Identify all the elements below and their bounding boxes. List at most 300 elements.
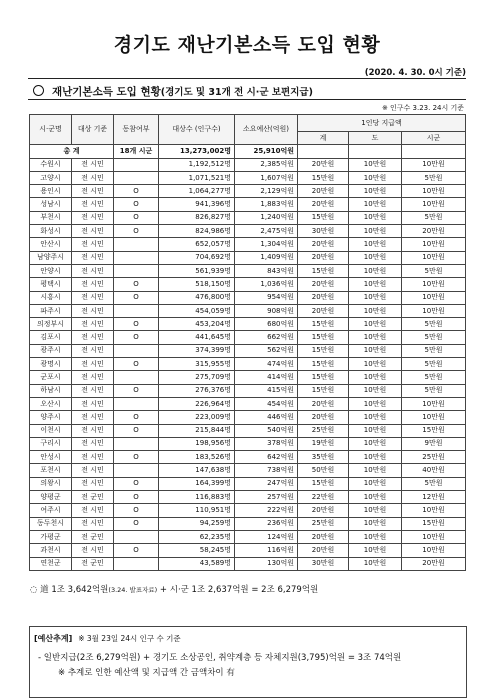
simultaneous-cell bbox=[114, 464, 159, 477]
col-header-population: 대상수 (인구수) bbox=[159, 115, 235, 145]
per-person-total-cell: 15만원 bbox=[298, 211, 349, 224]
population-cell: 226,964명 bbox=[159, 397, 235, 410]
summary-prefix: ◌ 道 1조 3,642억원 bbox=[30, 585, 109, 595]
table-row bbox=[30, 464, 466, 477]
simultaneous-cell: O bbox=[114, 291, 159, 304]
city-county-cell: 25만원 bbox=[402, 451, 466, 464]
simultaneous-cell bbox=[114, 397, 159, 410]
province-cell: 10만원 bbox=[349, 517, 402, 530]
divider-line bbox=[28, 78, 466, 79]
city-county-cell: 5만원 bbox=[402, 344, 466, 357]
table-row bbox=[30, 451, 466, 464]
simultaneous-cell: O bbox=[114, 318, 159, 331]
city-cell: 성남시 bbox=[30, 198, 72, 211]
province-cell: 10만원 bbox=[349, 304, 402, 317]
table-row bbox=[30, 225, 466, 238]
budget-cell: 124억원 bbox=[235, 530, 298, 543]
target-cell: 전 시민 bbox=[72, 437, 114, 450]
population-cell: 110,951명 bbox=[159, 504, 235, 517]
table-row bbox=[30, 198, 466, 211]
reference-date: (2020. 4. 30. 0시 기준) bbox=[364, 68, 466, 78]
per-person-total-cell: 15만원 bbox=[298, 477, 349, 490]
simultaneous-cell bbox=[114, 158, 159, 171]
col-header-budget: 소요예산(억원) bbox=[235, 115, 298, 145]
per-person-total-cell: 15만원 bbox=[298, 344, 349, 357]
city-cell: 이천시 bbox=[30, 424, 72, 437]
city-cell: 안양시 bbox=[30, 264, 72, 277]
target-cell: 전 시민 bbox=[72, 371, 114, 384]
total-empty-cell bbox=[402, 145, 466, 158]
province-cell: 10만원 bbox=[349, 451, 402, 464]
city-county-cell: 10만원 bbox=[402, 397, 466, 410]
table-row bbox=[30, 185, 466, 198]
section-heading bbox=[33, 84, 313, 99]
table-row bbox=[30, 318, 466, 331]
per-person-total-cell: 30만원 bbox=[298, 557, 349, 570]
simultaneous-cell: O bbox=[114, 477, 159, 490]
budget-cell: 1,883억원 bbox=[235, 198, 298, 211]
population-cell: 518,150명 bbox=[159, 278, 235, 291]
total-budget: 25,910억원 bbox=[235, 145, 298, 158]
city-cell: 시흥시 bbox=[30, 291, 72, 304]
city-cell: 가평군 bbox=[30, 530, 72, 543]
budget-cell: 2,385억원 bbox=[235, 158, 298, 171]
population-cell: 315,955명 bbox=[159, 358, 235, 371]
simultaneous-cell bbox=[114, 530, 159, 543]
population-cell: 826,827명 bbox=[159, 211, 235, 224]
per-person-total-cell: 15만원 bbox=[298, 331, 349, 344]
province-cell: 10만원 bbox=[349, 291, 402, 304]
city-cell: 고양시 bbox=[30, 171, 72, 184]
province-cell: 10만원 bbox=[349, 264, 402, 277]
simultaneous-cell: O bbox=[114, 185, 159, 198]
table-row bbox=[30, 371, 466, 384]
per-person-total-cell: 15만원 bbox=[298, 384, 349, 397]
population-cell: 223,009명 bbox=[159, 411, 235, 424]
budget-cell: 247억원 bbox=[235, 477, 298, 490]
population-cell: 275,709명 bbox=[159, 371, 235, 384]
population-cell: 1,192,512명 bbox=[159, 158, 235, 171]
col-header-target: 대상 기준 bbox=[72, 115, 114, 145]
target-cell: 전 시민 bbox=[72, 198, 114, 211]
col-header-total: 계 bbox=[298, 132, 349, 145]
simultaneous-cell: O bbox=[114, 424, 159, 437]
city-county-cell: 10만원 bbox=[402, 278, 466, 291]
per-person-total-cell: 25만원 bbox=[298, 517, 349, 530]
population-cell: 94,259명 bbox=[159, 517, 235, 530]
simultaneous-cell: O bbox=[114, 491, 159, 504]
city-cell: 안성시 bbox=[30, 451, 72, 464]
population-cell: 652,057명 bbox=[159, 238, 235, 251]
per-person-total-cell: 15만원 bbox=[298, 318, 349, 331]
population-cell: 561,939명 bbox=[159, 264, 235, 277]
population-cell: 183,526명 bbox=[159, 451, 235, 464]
simultaneous-cell bbox=[114, 264, 159, 277]
target-cell: 전 시민 bbox=[72, 251, 114, 264]
target-cell: 전 시민 bbox=[72, 291, 114, 304]
province-cell: 10만원 bbox=[349, 371, 402, 384]
simultaneous-cell: O bbox=[114, 411, 159, 424]
total-empty-cell bbox=[349, 145, 402, 158]
per-person-total-cell: 15만원 bbox=[298, 358, 349, 371]
city-cell: 김포시 bbox=[30, 331, 72, 344]
population-cell: 198,956명 bbox=[159, 437, 235, 450]
city-county-cell: 15만원 bbox=[402, 517, 466, 530]
city-cell: 광주시 bbox=[30, 344, 72, 357]
budget-estimate-label: [예산추계] bbox=[34, 634, 73, 643]
table-row bbox=[30, 238, 466, 251]
simultaneous-cell bbox=[114, 344, 159, 357]
province-cell: 10만원 bbox=[349, 238, 402, 251]
table-row bbox=[30, 251, 466, 264]
simultaneous-cell bbox=[114, 238, 159, 251]
divider-line bbox=[28, 99, 466, 100]
province-cell: 10만원 bbox=[349, 397, 402, 410]
city-county-cell: 5만원 bbox=[402, 384, 466, 397]
budget-cell: 680억원 bbox=[235, 318, 298, 331]
per-person-total-cell: 15만원 bbox=[298, 171, 349, 184]
population-cell: 454,059명 bbox=[159, 304, 235, 317]
col-header-simultaneous: 동참여부 bbox=[114, 115, 159, 145]
city-cell: 의정부시 bbox=[30, 318, 72, 331]
city-county-cell: 9만원 bbox=[402, 437, 466, 450]
per-person-total-cell: 50만원 bbox=[298, 464, 349, 477]
budget-estimate-footnote: ※ 추계로 인한 예산액 및 지급액 간 금액차이 有 bbox=[58, 668, 235, 678]
target-cell: 전 시민 bbox=[72, 278, 114, 291]
province-cell: 10만원 bbox=[349, 530, 402, 543]
population-reference-note: ※ 인구수 3.23. 24시 기준 bbox=[381, 104, 464, 112]
target-cell: 전 시민 bbox=[72, 225, 114, 238]
simultaneous-cell: O bbox=[114, 517, 159, 530]
population-cell: 164,399명 bbox=[159, 477, 235, 490]
per-person-total-cell: 20만원 bbox=[298, 411, 349, 424]
simultaneous-cell: O bbox=[114, 384, 159, 397]
per-person-total-cell: 20만원 bbox=[298, 504, 349, 517]
table-row bbox=[30, 171, 466, 184]
province-cell: 10만원 bbox=[349, 544, 402, 557]
target-cell: 전 군민 bbox=[72, 491, 114, 504]
per-person-total-cell: 20만원 bbox=[298, 304, 349, 317]
city-county-cell: 5만원 bbox=[402, 211, 466, 224]
simultaneous-cell: O bbox=[114, 331, 159, 344]
budget-cell: 843억원 bbox=[235, 264, 298, 277]
city-county-cell: 10만원 bbox=[402, 158, 466, 171]
simultaneous-cell: O bbox=[114, 278, 159, 291]
province-cell: 10만원 bbox=[349, 411, 402, 424]
city-cell: 동두천시 bbox=[30, 517, 72, 530]
table-row bbox=[30, 291, 466, 304]
target-cell: 전 시민 bbox=[72, 424, 114, 437]
budget-cell: 236억원 bbox=[235, 517, 298, 530]
province-cell: 10만원 bbox=[349, 424, 402, 437]
simultaneous-cell: O bbox=[114, 358, 159, 371]
simultaneous-cell bbox=[114, 251, 159, 264]
target-cell: 전 시민 bbox=[72, 504, 114, 517]
target-cell: 전 시민 bbox=[72, 264, 114, 277]
province-cell: 10만원 bbox=[349, 384, 402, 397]
city-county-cell: 15만원 bbox=[402, 424, 466, 437]
province-cell: 10만원 bbox=[349, 318, 402, 331]
city-county-cell: 20만원 bbox=[402, 225, 466, 238]
city-county-cell: 5만원 bbox=[402, 331, 466, 344]
table-row bbox=[30, 424, 466, 437]
per-person-total-cell: 35만원 bbox=[298, 451, 349, 464]
budget-cell: 642억원 bbox=[235, 451, 298, 464]
simultaneous-cell: O bbox=[114, 198, 159, 211]
total-population: 13,273,002명 bbox=[159, 145, 235, 158]
budget-cell: 1,607억원 bbox=[235, 171, 298, 184]
summary-rest: + 시·군 1조 2,637억원 = 2조 6,279억원 bbox=[159, 585, 319, 595]
city-cell: 파주시 bbox=[30, 304, 72, 317]
budget-cell: 562억원 bbox=[235, 344, 298, 357]
city-cell: 연천군 bbox=[30, 557, 72, 570]
city-cell: 양주시 bbox=[30, 411, 72, 424]
city-cell: 남양주시 bbox=[30, 251, 72, 264]
province-cell: 10만원 bbox=[349, 557, 402, 570]
per-person-total-cell: 20만원 bbox=[298, 544, 349, 557]
population-cell: 374,399명 bbox=[159, 344, 235, 357]
province-cell: 10만원 bbox=[349, 185, 402, 198]
province-cell: 10만원 bbox=[349, 344, 402, 357]
budget-cell: 540억원 bbox=[235, 424, 298, 437]
city-cell: 과천시 bbox=[30, 544, 72, 557]
population-cell: 276,376명 bbox=[159, 384, 235, 397]
table-row bbox=[30, 264, 466, 277]
per-person-total-cell: 20만원 bbox=[298, 198, 349, 211]
budget-cell: 446억원 bbox=[235, 411, 298, 424]
population-cell: 453,204명 bbox=[159, 318, 235, 331]
per-person-total-cell: 22만원 bbox=[298, 491, 349, 504]
col-header-per-person: 1인당 지급액 bbox=[298, 115, 466, 132]
city-cell: 구리시 bbox=[30, 437, 72, 450]
per-person-total-cell: 15만원 bbox=[298, 371, 349, 384]
simultaneous-cell: O bbox=[114, 504, 159, 517]
city-county-cell: 5만원 bbox=[402, 171, 466, 184]
population-cell: 941,396명 bbox=[159, 198, 235, 211]
population-cell: 1,064,277명 bbox=[159, 185, 235, 198]
target-cell: 전 군민 bbox=[72, 557, 114, 570]
budget-estimate-header bbox=[34, 633, 181, 644]
table-row bbox=[30, 331, 466, 344]
per-person-total-cell: 20만원 bbox=[298, 238, 349, 251]
target-cell: 전 시민 bbox=[72, 358, 114, 371]
budget-cell: 954억원 bbox=[235, 291, 298, 304]
city-county-cell: 10만원 bbox=[402, 198, 466, 211]
target-cell: 전 시민 bbox=[72, 517, 114, 530]
per-person-total-cell: 20만원 bbox=[298, 397, 349, 410]
table-row bbox=[30, 304, 466, 317]
budget-cell: 1,409억원 bbox=[235, 251, 298, 264]
table-row bbox=[30, 544, 466, 557]
table-row bbox=[30, 211, 466, 224]
province-cell: 10만원 bbox=[349, 171, 402, 184]
city-cell: 부천시 bbox=[30, 211, 72, 224]
table-row bbox=[30, 517, 466, 530]
table-row bbox=[30, 158, 466, 171]
per-person-total-cell: 20만원 bbox=[298, 278, 349, 291]
target-cell: 전 시민 bbox=[72, 344, 114, 357]
target-cell: 전 시민 bbox=[72, 544, 114, 557]
budget-cell: 738억원 bbox=[235, 464, 298, 477]
per-person-total-cell: 30만원 bbox=[298, 225, 349, 238]
province-cell: 10만원 bbox=[349, 251, 402, 264]
province-cell: 10만원 bbox=[349, 491, 402, 504]
city-cell: 광명시 bbox=[30, 358, 72, 371]
budget-estimate-line: - 일반지급(2조 6,279억원) + 경기도 소상공인, 취약계층 등 자체지원(3,795)억원 = 3조 74억원 bbox=[38, 653, 402, 663]
city-county-cell: 5만원 bbox=[402, 264, 466, 277]
simultaneous-cell bbox=[114, 304, 159, 317]
target-cell: 전 시민 bbox=[72, 304, 114, 317]
population-cell: 62,235명 bbox=[159, 530, 235, 543]
budget-cell: 415억원 bbox=[235, 384, 298, 397]
city-cell: 용인시 bbox=[30, 185, 72, 198]
target-cell: 전 시민 bbox=[72, 171, 114, 184]
population-cell: 215,844명 bbox=[159, 424, 235, 437]
table-row bbox=[30, 491, 466, 504]
province-cell: 10만원 bbox=[349, 331, 402, 344]
table-row bbox=[30, 437, 466, 450]
budget-cell: 1,240억원 bbox=[235, 211, 298, 224]
population-cell: 441,645명 bbox=[159, 331, 235, 344]
budget-cell: 2,129억원 bbox=[235, 185, 298, 198]
budget-cell: 257억원 bbox=[235, 491, 298, 504]
table-row bbox=[30, 504, 466, 517]
target-cell: 전 시민 bbox=[72, 411, 114, 424]
budget-cell: 414억원 bbox=[235, 371, 298, 384]
budget-cell: 908억원 bbox=[235, 304, 298, 317]
simultaneous-cell: O bbox=[114, 451, 159, 464]
city-county-cell: 5만원 bbox=[402, 371, 466, 384]
population-cell: 58,245명 bbox=[159, 544, 235, 557]
per-person-total-cell: 20만원 bbox=[298, 185, 349, 198]
simultaneous-cell: O bbox=[114, 211, 159, 224]
city-cell: 평택시 bbox=[30, 278, 72, 291]
city-county-cell: 5만원 bbox=[402, 358, 466, 371]
population-cell: 116,883명 bbox=[159, 491, 235, 504]
budget-cell: 222억원 bbox=[235, 504, 298, 517]
province-cell: 10만원 bbox=[349, 225, 402, 238]
city-cell: 하남시 bbox=[30, 384, 72, 397]
target-cell: 전 시민 bbox=[72, 331, 114, 344]
population-cell: 147,638명 bbox=[159, 464, 235, 477]
population-cell: 1,071,521명 bbox=[159, 171, 235, 184]
city-county-cell: 20만원 bbox=[402, 557, 466, 570]
province-cell: 10만원 bbox=[349, 477, 402, 490]
table-row bbox=[30, 384, 466, 397]
city-cell: 수원시 bbox=[30, 158, 72, 171]
total-simultaneous: 18개 시군 bbox=[114, 145, 159, 158]
per-person-total-cell: 15만원 bbox=[298, 264, 349, 277]
circle-bullet-icon bbox=[33, 85, 44, 96]
target-cell: 전 시민 bbox=[72, 211, 114, 224]
total-empty-cell bbox=[298, 145, 349, 158]
per-person-total-cell: 19만원 bbox=[298, 437, 349, 450]
budget-cell: 378억원 bbox=[235, 437, 298, 450]
col-header-city-county: 시군 bbox=[402, 132, 466, 145]
target-cell: 전 시민 bbox=[72, 384, 114, 397]
population-cell: 43,589명 bbox=[159, 557, 235, 570]
city-county-cell: 12만원 bbox=[402, 491, 466, 504]
province-cell: 10만원 bbox=[349, 464, 402, 477]
city-county-cell: 10만원 bbox=[402, 411, 466, 424]
simultaneous-cell bbox=[114, 557, 159, 570]
table-row bbox=[30, 530, 466, 543]
population-cell: 476,800명 bbox=[159, 291, 235, 304]
target-cell: 전 시민 bbox=[72, 185, 114, 198]
target-cell: 전 시민 bbox=[72, 238, 114, 251]
province-cell: 10만원 bbox=[349, 358, 402, 371]
table-row bbox=[30, 557, 466, 570]
table-row bbox=[30, 344, 466, 357]
city-county-cell: 10만원 bbox=[402, 251, 466, 264]
simultaneous-cell bbox=[114, 437, 159, 450]
city-county-cell: 10만원 bbox=[402, 504, 466, 517]
budget-cell: 454억원 bbox=[235, 397, 298, 410]
target-cell: 전 시민 bbox=[72, 451, 114, 464]
total-label: 총 계 bbox=[30, 145, 114, 158]
target-cell: 전 시민 bbox=[72, 464, 114, 477]
budget-cell: 1,036억원 bbox=[235, 278, 298, 291]
budget-estimate-box bbox=[29, 626, 467, 698]
per-person-total-cell: 25만원 bbox=[298, 424, 349, 437]
province-cell: 10만원 bbox=[349, 198, 402, 211]
total-row bbox=[30, 145, 466, 158]
per-person-total-cell: 20만원 bbox=[298, 158, 349, 171]
city-county-cell: 5만원 bbox=[402, 318, 466, 331]
city-cell: 여주시 bbox=[30, 504, 72, 517]
simultaneous-cell bbox=[114, 171, 159, 184]
target-cell: 전 군민 bbox=[72, 530, 114, 543]
city-county-cell: 10만원 bbox=[402, 304, 466, 317]
city-cell: 양평군 bbox=[30, 491, 72, 504]
target-cell: 전 시민 bbox=[72, 477, 114, 490]
city-county-cell: 10만원 bbox=[402, 530, 466, 543]
city-cell: 오산시 bbox=[30, 397, 72, 410]
per-person-total-cell: 20만원 bbox=[298, 530, 349, 543]
city-county-cell: 40만원 bbox=[402, 464, 466, 477]
province-cell: 10만원 bbox=[349, 278, 402, 291]
simultaneous-cell bbox=[114, 371, 159, 384]
target-cell: 전 시민 bbox=[72, 318, 114, 331]
city-cell: 군포시 bbox=[30, 371, 72, 384]
target-cell: 전 시민 bbox=[72, 158, 114, 171]
budget-cell: 130억원 bbox=[235, 557, 298, 570]
table-row bbox=[30, 278, 466, 291]
simultaneous-cell: O bbox=[114, 544, 159, 557]
status-table bbox=[29, 114, 466, 571]
col-header-province: 도 bbox=[349, 132, 402, 145]
target-cell: 전 시민 bbox=[72, 397, 114, 410]
document-title: 경기도 재난기본소득 도입 현황 bbox=[113, 34, 381, 56]
population-cell: 824,986명 bbox=[159, 225, 235, 238]
budget-cell: 662억원 bbox=[235, 331, 298, 344]
col-header-city: 시·군명 bbox=[30, 115, 72, 145]
table-row bbox=[30, 358, 466, 371]
city-county-cell: 5만원 bbox=[402, 477, 466, 490]
budget-cell: 2,475억원 bbox=[235, 225, 298, 238]
budget-cell: 474억원 bbox=[235, 358, 298, 371]
province-cell: 10만원 bbox=[349, 158, 402, 171]
budget-cell: 116억원 bbox=[235, 544, 298, 557]
per-person-total-cell: 20만원 bbox=[298, 251, 349, 264]
province-cell: 10만원 bbox=[349, 211, 402, 224]
table-row bbox=[30, 477, 466, 490]
city-county-cell: 10만원 bbox=[402, 238, 466, 251]
population-cell: 704,692명 bbox=[159, 251, 235, 264]
city-cell: 포천시 bbox=[30, 464, 72, 477]
city-county-cell: 10만원 bbox=[402, 291, 466, 304]
city-county-cell: 10만원 bbox=[402, 544, 466, 557]
